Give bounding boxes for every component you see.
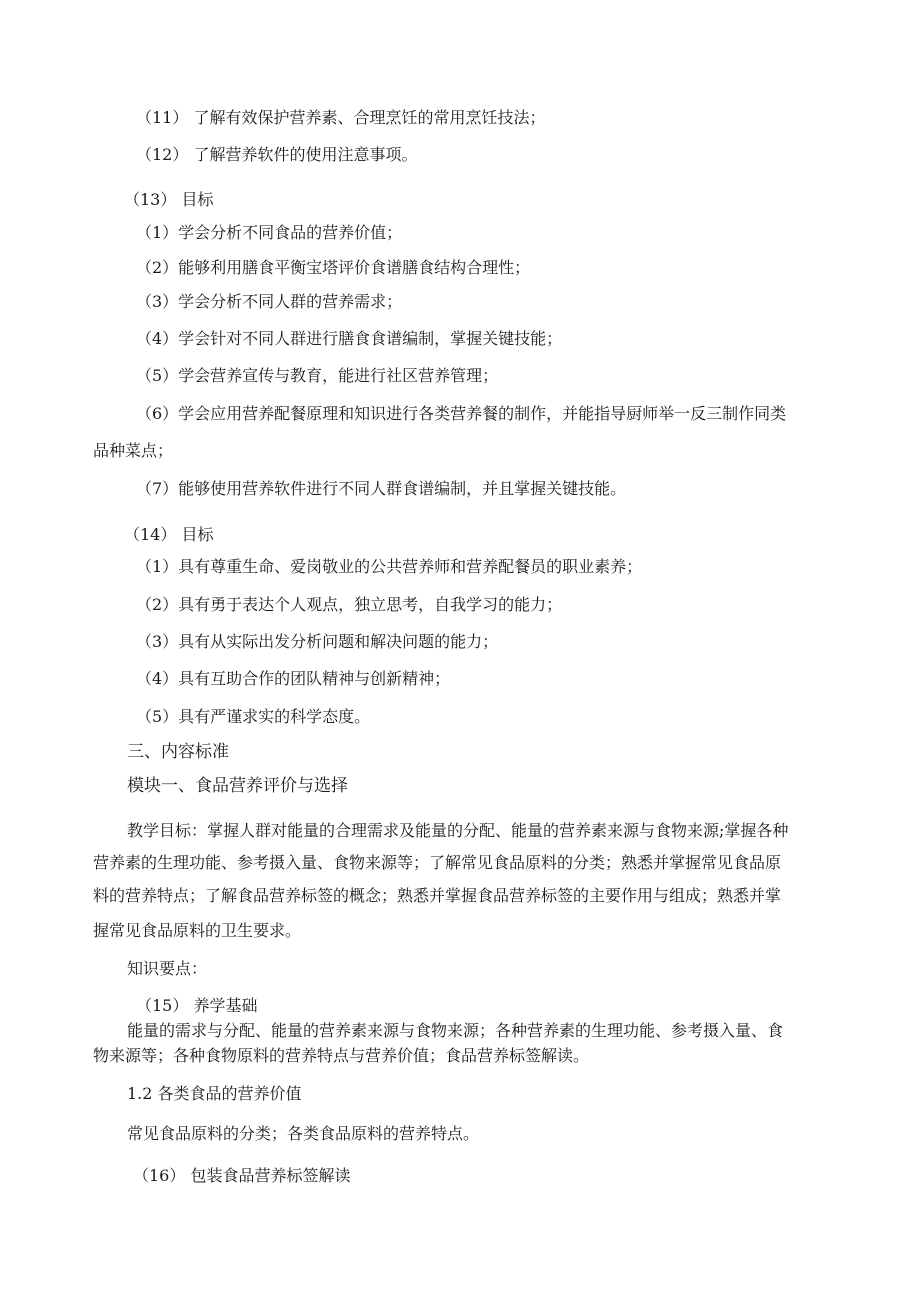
paragraph-line: 营养素的生理功能、参考摄入量、食物来源等；了解常见食品原料的分类；熟悉并掌握常见食品原 — [93, 853, 782, 872]
section-heading: （13） 目标 — [124, 190, 214, 209]
list-item-continuation: 品种菜点； — [93, 441, 174, 460]
paragraph-line: 物来源等；各种食物原料的营养特点与营养价值；食品营养标签解读。 — [93, 1046, 590, 1065]
paragraph-line: 料的营养特点；了解食品营养标签的概念；熟悉并掌握食品营养标签的主要作用与组成；熟悉并掌 — [93, 886, 782, 905]
list-item: （5）学会营养宣传与教育，能进行社区营养管理； — [136, 366, 499, 385]
sub-heading: 1.2 各类食品的营养价值 — [127, 1084, 302, 1103]
list-item: （1）具有尊重生命、爱岗敬业的公共营养师和营养配餐员的职业素养； — [136, 557, 643, 576]
section-heading: （14） 目标 — [124, 525, 214, 544]
list-item: （4）学会针对不同人群进行膳食食谱编制，掌握关键技能； — [136, 329, 563, 348]
chapter-title: 三、内容标准 — [127, 742, 229, 762]
list-item: （6）学会应用营养配餐原理和知识进行各类营养餐的制作，并能指导厨师举一反三制作同类 — [136, 404, 787, 423]
list-item: （3）具有从实际出发分析问题和解决问题的能力； — [136, 632, 499, 651]
knowledge-points-label: 知识要点： — [127, 959, 208, 978]
list-item: （4）具有互助合作的团队精神与创新精神； — [136, 669, 451, 688]
list-item: （7）能够使用营养软件进行不同人群食谱编制，并且掌握关键技能。 — [136, 479, 627, 498]
paragraph-line: 握常见食品原料的卫生要求。 — [93, 921, 302, 940]
list-item: （2）具有勇于表达个人观点，独立思考，自我学习的能力； — [136, 595, 563, 614]
paragraph-line: 常见食品原料的分类；各类食品原料的营养特点。 — [127, 1124, 480, 1143]
module-title: 模块一、食品营养评价与选择 — [127, 776, 348, 796]
list-item: （1）学会分析不同食品的营养价值； — [136, 223, 403, 242]
list-item: （12） 了解营养软件的使用注意事项。 — [136, 145, 418, 164]
list-item: （11） 了解有效保护营养素、合理烹饪的常用烹饪技法； — [136, 108, 546, 127]
list-item: （2）能够利用膳食平衡宝塔评价食谱膳食结构合理性； — [136, 258, 531, 277]
paragraph-line: 能量的需求与分配、能量的营养素来源与食物来源；各种营养素的生理功能、参考摄入量、食 — [127, 1021, 784, 1040]
sub-heading: （15） 养学基础 — [136, 996, 258, 1015]
list-item: （5）具有严谨求实的科学态度。 — [136, 707, 371, 726]
sub-heading: （16） 包装食品营养标签解读 — [133, 1166, 351, 1185]
list-item: （3）学会分析不同人群的营养需求； — [136, 292, 403, 311]
paragraph-line: 教学目标：掌握人群对能量的合理需求及能量的分配、能量的营养素来源与食物来源;掌握各种 — [127, 821, 789, 840]
